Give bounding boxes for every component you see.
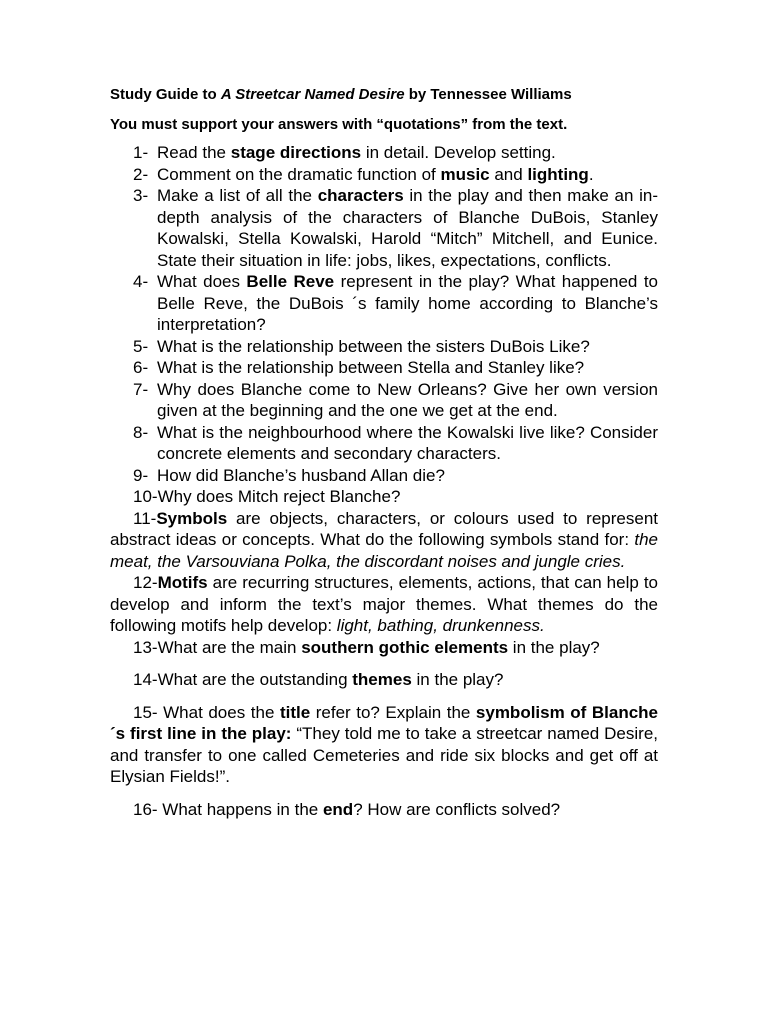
question-13: 13-What are the main southern gothic elements in the play? (133, 637, 600, 657)
question-number: 2- (133, 164, 149, 184)
symbol-list: the meat, the Varsouviana Polka, the discordant noises and jungle cries. (110, 530, 658, 571)
question-number: 5- (133, 336, 149, 356)
question-text: Why does Blanche come to New Orleans? Give her own version given at the beginning and the one we get at the end. (157, 379, 658, 420)
question-16: 16- What happens in the end? How are conflicts solved? (133, 799, 561, 819)
question-number: 12- (133, 573, 158, 592)
question-6 (110, 357, 658, 379)
question-5 (110, 336, 658, 358)
question-number: 1- (133, 143, 149, 162)
question-number: 11- (133, 508, 157, 528)
question-text: How did Blanche’s husband Allan die? (157, 465, 445, 485)
question-number: 8- (133, 422, 149, 442)
question-12: 12-Motifs are recurring structures, elements, actions, that can help to develop and inform the text’s major themes. What themes do the following motifs help develop: light, bathing, drunkenness. (110, 573, 658, 635)
question-9 (110, 465, 658, 487)
question-15: 15- What does the title refer to? Explain the symbolism of Blanche´s first line in the play: “They told me to take a streetcar named Desire, and transfer to one called Cemeteries and ride six blocks and get off at Elysian Fields!”. (110, 702, 659, 786)
question-2 (110, 164, 658, 186)
question-number: 10- (133, 487, 158, 506)
document-title (110, 84, 658, 106)
question-1 (110, 142, 658, 164)
question-14: 14-What are the outstanding themes in the play? (133, 670, 504, 689)
title-prefix: Study Guide to (110, 86, 221, 103)
question-3 (110, 185, 658, 271)
question-number: 16- (133, 799, 158, 819)
question-10 (110, 486, 658, 508)
question-7 (110, 379, 658, 422)
title-suffix: by Tennessee Williams (404, 86, 572, 103)
question-number: 14- (133, 670, 158, 689)
question-8 (110, 422, 658, 465)
question-text: What is the neighbourhood where the Kowalski live like? Consider concrete elements and secondary characters. (157, 422, 658, 463)
question-number: 3- (133, 186, 149, 205)
question-number: 6- (133, 358, 149, 377)
question-number: 4- (133, 272, 149, 291)
title-work: A Streetcar Named Desire (220, 86, 405, 103)
motif-list: light, bathing, drunkenness. (336, 616, 545, 635)
question-text: Comment on the dramatic function of music and lighting. (157, 164, 594, 184)
question-number: 15- (133, 702, 158, 722)
keyword-motifs: Motifs (157, 573, 208, 592)
question-number: 7- (133, 379, 149, 399)
question-text: What does Belle Reve represent in the play? What happened to Belle Reve, the DuBois ´s family home according to Blanche’s interpretation? (157, 272, 658, 334)
question-text: Read the stage directions in detail. Develop setting. (157, 143, 556, 162)
question-number: 13- (133, 637, 158, 657)
study-guide-page (110, 84, 658, 820)
question-text: Why does Mitch reject Blanche? (157, 487, 401, 506)
question-11: 11-Symbols are objects, characters, or colours used to represent abstract ideas or concepts. What do the following symbols stand for: the meat, the Varsouviana Polka, the discordant noises and jungle cries. (110, 508, 658, 571)
question-text: Make a list of all the characters in the play and then make an in-depth analysis of the characters of Blanche DuBois, Stanley Kowalski, Stella Kowalski, Harold “Mitch” Mitchell, and Eunice. State their situation in life: jobs, likes, expectations, conflicts. (157, 186, 658, 270)
keyword-symbols: Symbols (156, 508, 228, 528)
question-4 (110, 271, 658, 336)
question-text: What is the relationship between Stella and Stanley like? (157, 358, 585, 377)
instruction: You must support your answers with “quotations” from the text. (110, 116, 568, 133)
question-text: What is the relationship between the sisters DuBois Like? (157, 336, 590, 356)
question-number: 9- (133, 465, 149, 485)
